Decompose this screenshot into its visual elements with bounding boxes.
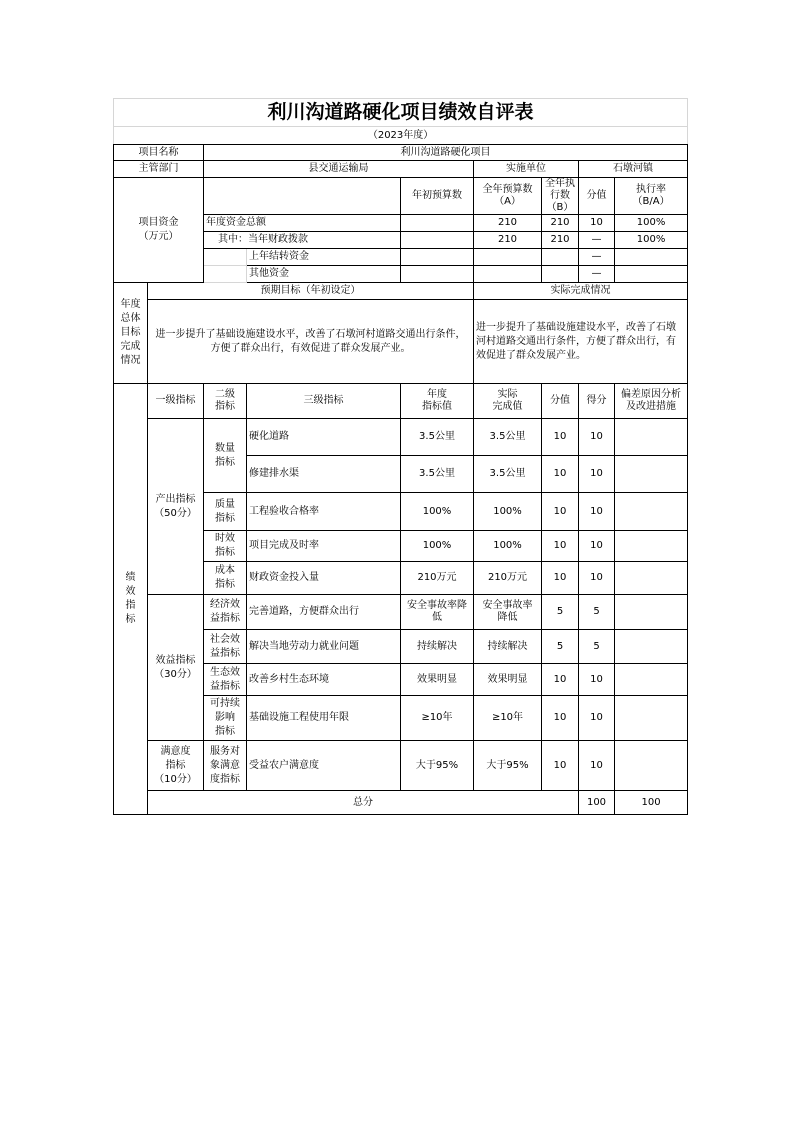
total-row (114, 791, 688, 815)
impl-value: 石墩河镇 (579, 161, 688, 178)
perf-header-target: 年度 指标值 (401, 384, 474, 419)
actual-result-header: 实际完成情况 (474, 283, 688, 300)
table-row: 可持续 影响 指标 基础设施工程使用年限 ≥10年 ≥10年 10 10 (114, 696, 688, 741)
table-row: 修建排水渠 3.5公里 3.5公里 10 10 (114, 456, 688, 493)
funds-header-annual: 全年预算数 （A） (474, 178, 542, 215)
actual-result-text: 进一步提升了基础设施建设水平，改善了石墩河村道路交通出行条件，方便了群众出行，有效促进了群众发展产业。 (474, 300, 688, 384)
dept-label: 主管部门 (114, 161, 204, 178)
evaluation-table (113, 98, 688, 815)
funds-header-score-value: 分值 (579, 178, 615, 215)
table-row: 效益指标 （30分） 经济效 益指标 完善道路，方便群众出行 安全事故率降 低 安全事故率 降低 5 5 (114, 595, 688, 630)
dept-value: 县交通运输局 (204, 161, 474, 178)
benefit-label: 效益指标 （30分） (148, 595, 204, 741)
table-row: 满意度 指标 （10分） 服务对 象满意 度指标 受益农户满意度 大于95% 大于95% 10 10 (114, 741, 688, 791)
funds-header-exec: 全年执行数 （B） (542, 178, 579, 215)
perf-header-score-value: 分值 (542, 384, 579, 419)
funds-header-rate: 执行率 （B/A） (615, 178, 688, 215)
funds-header-budget: 年初预算数 (401, 178, 474, 215)
expected-goal-header: 预期目标（年初设定） (148, 283, 474, 300)
total-label: 总分 (148, 791, 579, 815)
project-name-value: 利川沟道路硬化项目 (204, 145, 688, 161)
goals-label: 年度 总体 目标 完成 情况 (114, 283, 148, 384)
total-score: 100 (615, 791, 688, 815)
perf-header-score: 得分 (579, 384, 615, 419)
funds-row: 其他资金 — (114, 266, 688, 283)
perf-header-note: 偏差原因分析 及改进措施 (615, 384, 688, 419)
project-name-label: 项目名称 (114, 145, 204, 161)
table-row: 时效 指标 项目完成及时率 100% 100% 10 10 (114, 531, 688, 562)
perf-header-level3: 三级指标 (247, 384, 401, 419)
satisfaction-label: 满意度 指标 （10分） (148, 741, 204, 791)
total-score-value: 100 (579, 791, 615, 815)
evaluation-sheet (113, 98, 687, 815)
funds-header-blank (204, 178, 401, 215)
funds-row: 年度资金总额 210 210 10 100% (114, 215, 688, 232)
output-label: 产出指标 （50分） (148, 419, 204, 595)
table-row: 成本 指标 财政资金投入量 210万元 210万元 10 10 (114, 562, 688, 595)
perf-header-actual: 实际 完成值 (474, 384, 542, 419)
year-label: （2023年度） (114, 127, 688, 145)
table-row: 质量 指标 工程验收合格率 100% 100% 10 10 (114, 493, 688, 531)
performance-label: 绩 效 指 标 (114, 384, 148, 815)
table-row: 生态效 益指标 改善乡村生态环境 效果明显 效果明显 10 10 (114, 664, 688, 696)
perf-header-level1: 一级指标 (148, 384, 204, 419)
table-row: 社会效 益指标 解决当地劳动力就业问题 持续解决 持续解决 5 5 (114, 630, 688, 664)
expected-goal-text: 进一步提升了基础设施建设水平，改善了石墩河村道路交通出行条件，方便了群众出行，有效促进了群众发展产业。 (148, 300, 474, 384)
page-title: 利川沟道路硬化项目绩效自评表 (114, 99, 688, 127)
funds-row: 上年结转资金 — (114, 249, 688, 266)
perf-header-level2: 二级 指标 (204, 384, 247, 419)
impl-label: 实施单位 (474, 161, 579, 178)
table-row: 产出指标 （50分） 数量 指标 硬化道路 3.5公里 3.5公里 10 10 (114, 419, 688, 456)
funds-label: 项目资金 （万元） (114, 178, 204, 283)
funds-row: 其中：当年财政拨款 210 210 — 100% (114, 232, 688, 249)
